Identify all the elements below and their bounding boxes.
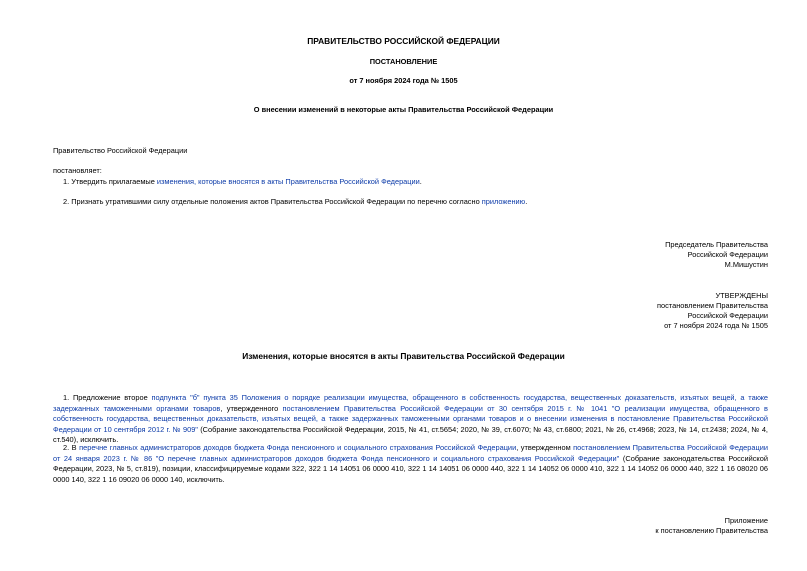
change-item-1-link-2[interactable]: постановлением Правительства Российской Федерации от 30 сентября 2015 г. № 1041 "О реализации имущества, обращенного в собственность государства, вещественных доказательств, изъятых вещей, а также задержанных таможенными органами товаров и о внесении изменения в постановление Правительства Российской Федерации от 10 сентября 2012 г. № 909" [53, 403, 768, 434]
change-item-1-prefix: 1. Предложение второе [63, 393, 152, 402]
approved-line-1: постановлением Правительства [657, 301, 768, 310]
point-2-link[interactable]: приложению [481, 197, 526, 206]
changes-title: Изменения, которые вносятся в акты Правительства Российской Федерации [242, 351, 565, 361]
government-heading: ПРАВИТЕЛЬСТВО РОССИЙСКОЙ ФЕДЕРАЦИИ [307, 36, 500, 46]
point-1-prefix: 1. Утвердить прилагаемые [63, 177, 157, 186]
change-item-2-prefix: 2. В [63, 443, 80, 452]
appendix-label: Приложение [724, 516, 768, 525]
intro-subject: Правительство Российской Федерации [53, 146, 188, 155]
point-1-suffix: . [419, 177, 422, 186]
document-title: О внесении изменений в некоторые акты Правительства Российской Федерации [253, 105, 554, 114]
date-number-heading: от 7 ноября 2024 года № 1505 [349, 76, 458, 85]
point-1 [63, 177, 422, 188]
signature-name: М.Мишустин [724, 260, 768, 269]
signature-position-1: Председатель Правительства [665, 240, 768, 249]
signature-position-2: Российской Федерации [687, 250, 768, 259]
point-1-link[interactable]: изменения, которые вносятся в акты Правительства Российской Федерации [156, 177, 420, 186]
point-2-suffix: . [525, 197, 528, 206]
point-2-prefix: 2. Признать утратившими силу отдельные положения актов Правительства Российской Федерации по перечню согласно [63, 197, 482, 206]
change-item-2-suffix: (Собрание законодательства Российской Федерации, 2023, № 5, ст.819), позиции, классифицируемые кодами 322, 322 1 14 14051 06 0000 410, 322 1 14 14051 06 0000 440, 322 1 14 14052 06 0000 410, 322 1 14 14052 06 0000 440, 322 1 16 08020 06 0000 140, 322 1 16 09020 06 0000 140, исключить. [53, 453, 768, 484]
change-item-1-link-1[interactable]: подпункта "б" пункта 35 Положения о порядке реализации имущества, обращенного в собственность государства, вещественных доказательств, изъятых вещей, а также задержанных таможенными органами товаров [53, 393, 769, 413]
change-item-2-mid: , утвержденном [516, 443, 574, 452]
change-item-1 [53, 393, 768, 446]
doc-type-heading: ПОСТАНОВЛЕНИЕ [369, 57, 438, 66]
change-item-2 [53, 443, 768, 485]
change-item-2-link-2[interactable]: постановлением Правительства Российской Федерации от 24 января 2023 г. № 86 "О перечне главных администраторов доходов бюджета Фонда пенсионного и социального страхования Российской Федерации" [53, 443, 768, 463]
point-2 [63, 197, 527, 208]
approved-line-3: от 7 ноября 2024 года № 1505 [664, 321, 768, 330]
intro-decides: постановляет: [53, 166, 102, 175]
change-item-1-suffix: (Собрание законодательства Российской Федерации, 2015, № 41, ст.5654; 2020, № 39, ст.6070; № 43, ст.6800; 2021, № 26, ст.4968; 2023, № 14, ст.2438; 2024, № 4, ст.540), исключить. [53, 424, 768, 444]
change-item-1-mid: , утвержденного [220, 403, 283, 413]
change-item-2-link-1[interactable]: перечне главных администраторов доходов бюджета Фонда пенсионного и социального страхования Российской Федерации [79, 443, 517, 452]
appendix-line-1: к постановлению Правительства [655, 526, 768, 535]
approved-line-2: Российской Федерации [687, 311, 768, 320]
approved-label: УТВЕРЖДЕНЫ [715, 291, 768, 300]
